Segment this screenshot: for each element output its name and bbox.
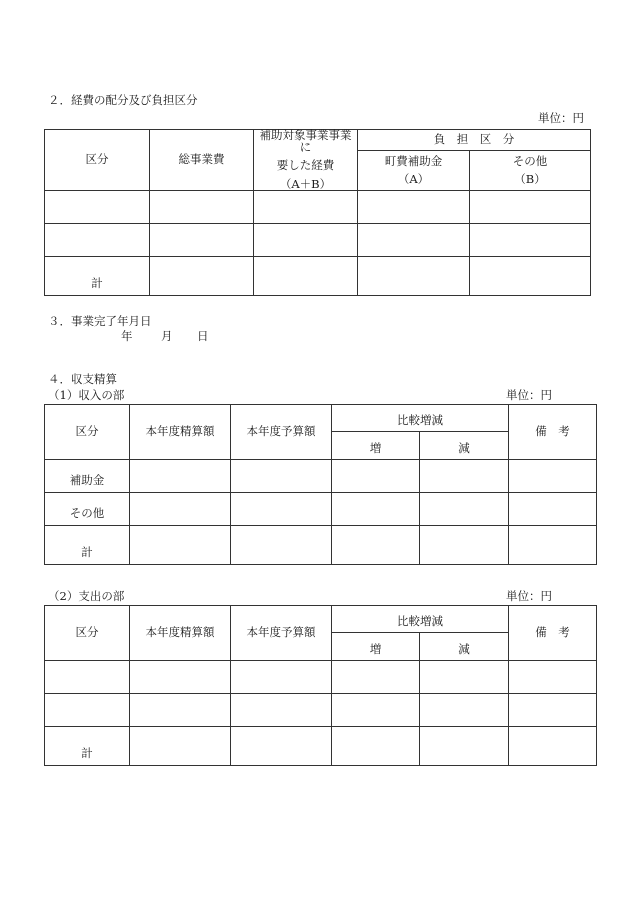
cell [509, 526, 597, 565]
table-row [45, 694, 597, 727]
cell [509, 727, 597, 766]
cell [420, 526, 509, 565]
header-subsidy-cost [254, 130, 358, 191]
header-other [470, 151, 591, 191]
cell [332, 460, 420, 493]
cell [231, 727, 332, 766]
header-town-line1: 町費補助金 [384, 153, 443, 168]
cell [231, 493, 332, 526]
header-other-line1: その他 [512, 153, 548, 168]
completion-day: 日 [197, 329, 209, 343]
cell [358, 191, 470, 224]
table-row-total [45, 727, 597, 766]
cell [358, 257, 470, 296]
header-subsidy-line2: 要した経費 [276, 158, 335, 172]
cell [45, 661, 130, 694]
completion-year: 年 [121, 329, 133, 343]
cell [509, 694, 597, 727]
section2-unit: 単位：円 [538, 111, 584, 125]
cell [231, 526, 332, 565]
cell [470, 191, 591, 224]
expense-table [44, 605, 597, 766]
expense-header-decrease: 減 [420, 633, 509, 661]
expense-header-settlement: 本年度精算額 [130, 606, 231, 661]
completion-month: 月 [161, 329, 173, 343]
header-other-line2: （B） [514, 172, 546, 186]
cell [470, 257, 591, 296]
section2-heading: ２．経費の配分及び負担区分 [48, 93, 198, 107]
cell [358, 224, 470, 257]
income-table [44, 404, 597, 565]
cell [420, 493, 509, 526]
cell [130, 460, 231, 493]
header-town-line2: （A） [397, 172, 430, 186]
income-header-compare: 比較増減 [332, 405, 509, 432]
cell [254, 224, 358, 257]
cell [509, 661, 597, 694]
table-row [45, 460, 597, 493]
row-label-total: 計 [45, 257, 150, 296]
header-subsidy-line1: 補助対象事業事業に [259, 128, 352, 154]
cell [45, 191, 150, 224]
cell [254, 257, 358, 296]
income-header-kubun: 区分 [45, 405, 130, 460]
expense-header-budget: 本年度予算額 [231, 606, 332, 661]
expense-header-compare: 比較増減 [332, 606, 509, 633]
cell [45, 224, 150, 257]
expense-header-kubun: 区分 [45, 606, 130, 661]
table-row-total [45, 526, 597, 565]
income-header-increase: 増 [332, 432, 420, 460]
cell [130, 526, 231, 565]
income-header-settlement: 本年度精算額 [130, 405, 231, 460]
cell [332, 727, 420, 766]
table-row [45, 191, 591, 224]
expense-unit: 単位：円 [506, 589, 552, 603]
section3-heading: ３．事業完了年月日 [48, 314, 152, 328]
income-heading: （1）収入の部 [48, 388, 125, 402]
income-header-budget: 本年度予算額 [231, 405, 332, 460]
header-total-cost: 総事業費 [150, 130, 254, 191]
income-row-label-subsidy: 補助金 [45, 460, 130, 493]
table-row [45, 493, 597, 526]
expense-heading: （2）支出の部 [48, 589, 125, 603]
burden-table [44, 129, 591, 296]
expense-header-note: 備 考 [509, 606, 597, 661]
cell [130, 694, 231, 727]
cell [332, 694, 420, 727]
cell [231, 694, 332, 727]
cell [332, 493, 420, 526]
cell [332, 526, 420, 565]
cell [130, 661, 231, 694]
income-header-decrease: 減 [420, 432, 509, 460]
cell [420, 661, 509, 694]
cell [231, 661, 332, 694]
income-row-label-other: その他 [45, 493, 130, 526]
cell [150, 257, 254, 296]
cell [420, 460, 509, 493]
table-row [45, 661, 597, 694]
header-subsidy-line3: （A＋B） [279, 176, 332, 191]
cell [130, 727, 231, 766]
income-header-note: 備 考 [509, 405, 597, 460]
cell [254, 191, 358, 224]
expense-row-label-total: 計 [45, 727, 130, 766]
header-town-subsidy [358, 151, 470, 191]
table-row [45, 224, 591, 257]
cell [420, 727, 509, 766]
income-row-label-total: 計 [45, 526, 130, 565]
table-row-total [45, 257, 591, 296]
expense-header-increase: 増 [332, 633, 420, 661]
header-burden: 負 担 区 分 [358, 130, 591, 151]
cell [150, 224, 254, 257]
cell [420, 694, 509, 727]
cell [470, 224, 591, 257]
header-kubun: 区分 [45, 130, 150, 191]
cell [332, 661, 420, 694]
cell [509, 493, 597, 526]
cell [509, 460, 597, 493]
cell [231, 460, 332, 493]
section4-heading: ４．収支精算 [48, 372, 117, 386]
income-unit: 単位：円 [506, 388, 552, 402]
cell [130, 493, 231, 526]
cell [150, 191, 254, 224]
cell [45, 694, 130, 727]
